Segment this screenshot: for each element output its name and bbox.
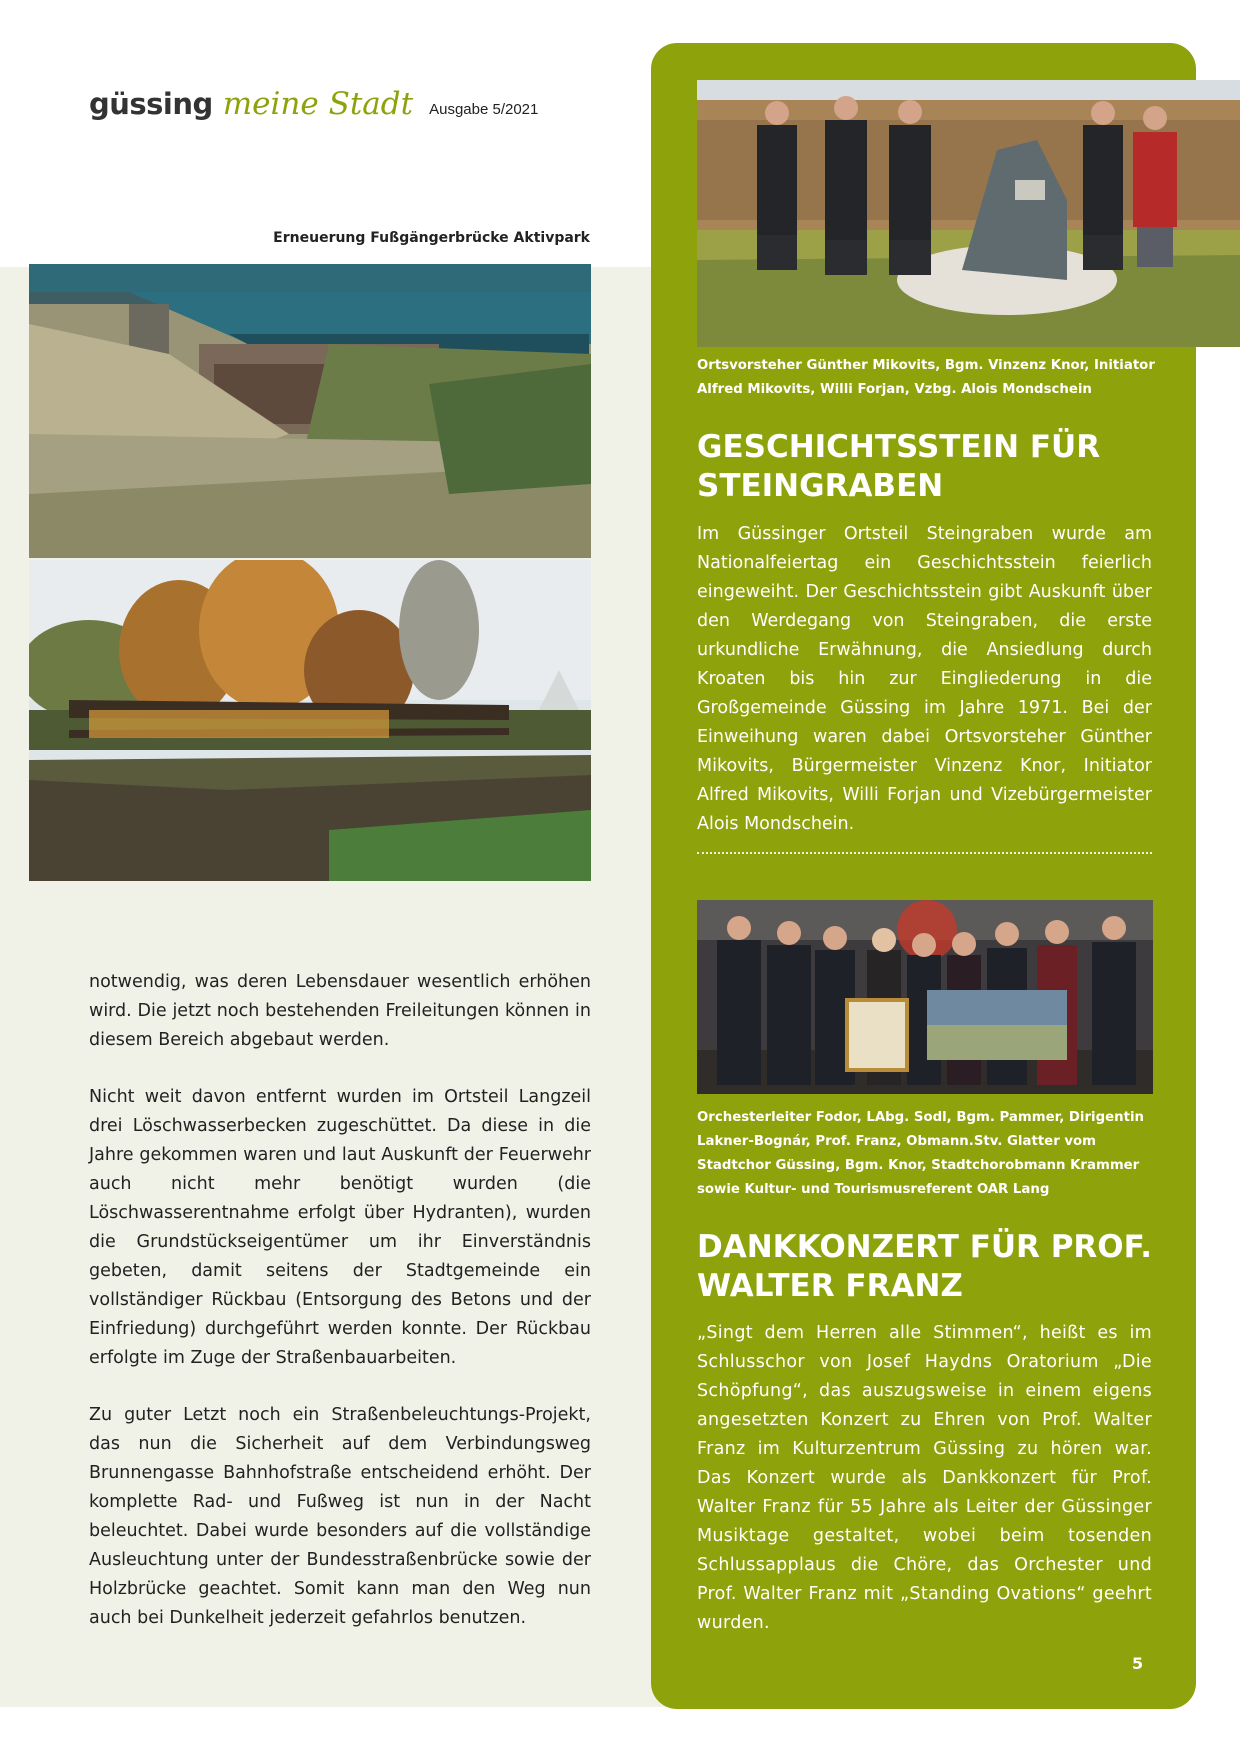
left-body-text xyxy=(89,968,591,1661)
page-number: 5 xyxy=(1132,1654,1144,1673)
masthead-script-logo: meine Stadt xyxy=(222,86,414,122)
masthead-brand: güssing xyxy=(89,87,213,121)
left-paragraph-3: Zu guter Letzt noch ein Straßenbeleuchtungs-Projekt, das nun die Sicherheit auf dem Verbindungsweg Brunnengasse Bahnhofstraße entscheidend erhöht. Der komplette Rad- und Fußweg ist nun in der Nacht beleuchtet. Dabei wurde besonders auf die vollständige Ausleuchtung unter der Bundesstraßenbrücke sowie der Holzbrücke geachtet. Somit kann man den Weg nun auch bei Dunkelheit jederzeit gefahrlos benutzen. xyxy=(89,1405,591,1628)
bridge-section-caption: Erneuerung Fußgängerbrücke Aktivpark xyxy=(273,230,590,246)
geschichtsstein-photo-caption: Ortsvorsteher Günther Mikovits, Bgm. Vinzenz Knor, Initiator Alfred Mikovits, Willi Forjan, Vzbg. Alois Mondschein xyxy=(697,358,1155,397)
wooden-bridge-photo xyxy=(29,560,591,881)
left-paragraph-2: Nicht weit davon entfernt wurden im Ortsteil Langzeil drei Löschwasserbecken zugeschüttet. Da diese in die Jahre gekommen waren und laut Auskunft der Feuerwehr auch nicht mehr benötigt wurden (die Löschwasserentnahme erfolgt über Hydranten), wurden die Grundstückseigentümer um ihr Einverständnis gebeten, damit seitens der Stadtgemeinde ein vollständiger Rückbau (Entsorgung des Betons und der Einfriedung) durchgeführt werden konnte. Der Rückbau erfolgte im Zuge der Straßenbauarbeiten. xyxy=(89,1087,591,1368)
bridge-underside-photo xyxy=(29,264,591,558)
geschichtsstein-photo xyxy=(697,80,1240,347)
dankkonzert-heading: DANKKONZERT FÜR PROF. WALTER FRANZ xyxy=(697,1229,1153,1304)
geschichtsstein-heading: GESCHICHTSSTEIN FÜR STEINGRABEN xyxy=(697,429,1101,504)
dankkonzert-body: „Singt dem Herren alle Stimmen“, heißt es im Schlusschor von Josef Haydns Oratorium „Die Schöpfung“, das auszugsweise in einem eigens angesetzten Konzert zu Ehren von Prof. Walter Franz im Kulturzentrum Güssing zu hören war. Das Konzert wurde als Dankkonzert für Prof. Walter Franz für 55 Jahre als Leiter der Güssinger Musiktage gestaltet, wobei beim tosenden Schlussapplaus die Chöre, das Orchester und Prof. Walter Franz mit „Standing Ovations“ geehrt wurden. xyxy=(697,1323,1152,1633)
issue-number: Ausgabe 5/2021 xyxy=(429,101,539,118)
article-divider xyxy=(697,852,1152,854)
geschichtsstein-body: Im Güssinger Ortsteil Steingraben wurde am Nationalfeiertag ein Geschichtsstein feierlich eingeweiht. Der Geschichtsstein gibt Auskunft über den Werdegang von Steingraben, die erste urkundliche Erwähnung, die Ansiedlung durch Kroaten bis hin zur Eingliederung in die Großgemeinde Güssing im Jahre 1971. Bei der Einweihung waren dabei Ortsvorsteher Günther Mikovits, Bürgermeister Vinzenz Knor, Initiator Alfred Mikovits, Willi Forjan und Vizebürgermeister Alois Mondschein. xyxy=(697,524,1152,834)
left-paragraph-1: notwendig, was deren Lebensdauer wesentlich erhöhen wird. Die jetzt noch bestehenden Freileitungen können in diesem Bereich abgebaut werden. xyxy=(89,972,591,1050)
dankkonzert-photo-caption: Orchesterleiter Fodor, LAbg. Sodl, Bgm. Pammer, Dirigentin Lakner-Bognár, Prof. Franz, Obmann.Stv. Glatter vom Stadtchor Güssing, Bgm. Knor, Stadtchorobmann Krammer sowie Kultur- und Tourismusreferent OAR Lang xyxy=(697,1110,1144,1197)
dankkonzert-photo xyxy=(697,900,1153,1094)
masthead xyxy=(89,86,538,122)
